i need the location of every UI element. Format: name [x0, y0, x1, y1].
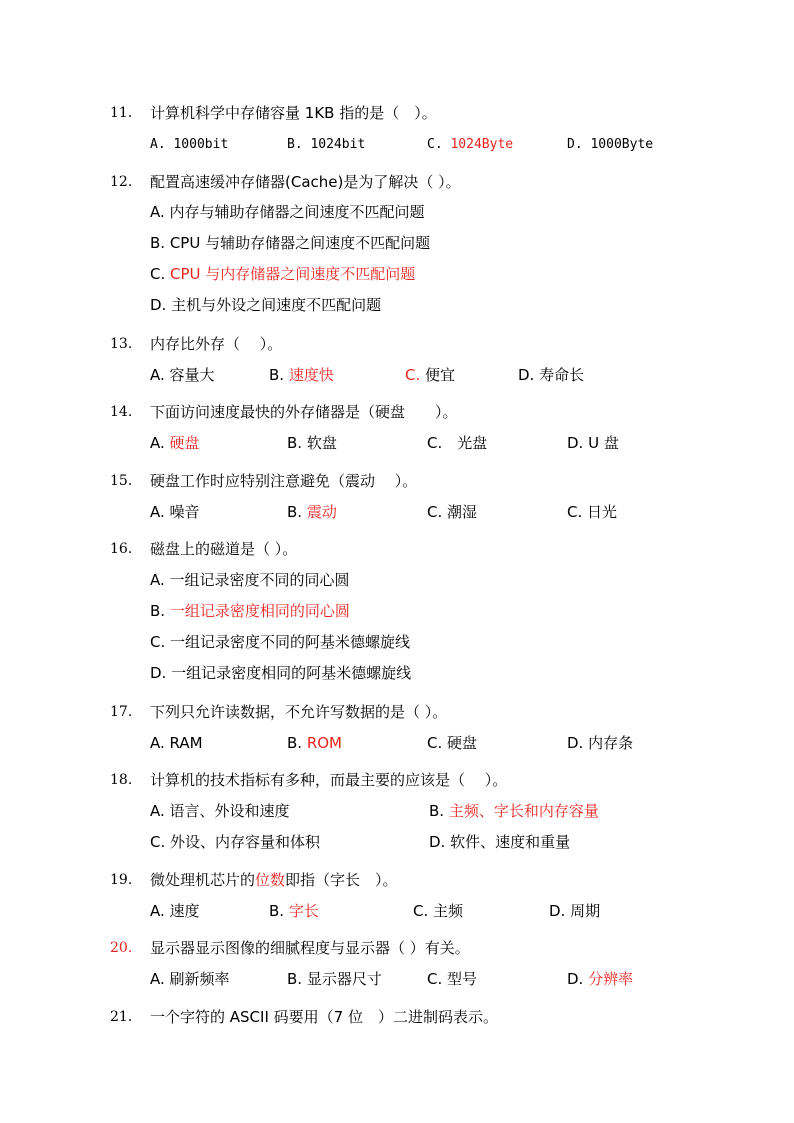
highlight-text: 位数 [255, 871, 286, 889]
option-d: D. 寿命长 [518, 366, 585, 384]
question-number: 13. [110, 336, 133, 352]
question-text-part: 微处理机芯片的 [150, 871, 256, 889]
option-b: B. CPU 与辅助存储器之间速度不匹配问题 [150, 234, 431, 252]
option-c [405, 365, 455, 385]
question-number: 12. [110, 174, 133, 190]
option-letter: B. [287, 503, 307, 521]
option-letter: B. [429, 802, 449, 820]
option-letter: B. [150, 602, 170, 620]
question-text: 磁盘上的磁道是（ ）。 [150, 540, 298, 558]
question-text: 下面访问速度最快的外存储器是（硬盘 ）。 [150, 403, 458, 421]
option-a: A. 刷新频率 [150, 970, 230, 988]
question-number: 14. [110, 404, 133, 420]
option-letter: D. [567, 970, 589, 988]
option-letter: B. [269, 902, 289, 920]
option-d: D. 软件、速度和重量 [429, 833, 571, 851]
answer-highlight: 震动 [306, 503, 337, 521]
option-a: A. 内存与辅助存储器之间速度不匹配问题 [150, 203, 425, 221]
option-b [429, 801, 599, 821]
option-b: B. 软盘 [287, 434, 337, 452]
question-text: 计算机的技术指标有多种，而最主要的应该是（ ）。 [150, 771, 508, 789]
option-c [150, 264, 415, 284]
answer-highlight: 速度快 [288, 366, 334, 384]
option-d: D. 主机与外设之间速度不匹配问题 [150, 296, 382, 314]
option-c: C. 光盘 [427, 434, 488, 452]
option-letter: C. [150, 265, 171, 283]
option-c: C. 硬盘 [427, 734, 478, 752]
answer-highlight: 分辨率 [588, 970, 634, 988]
option-a: A. 容量大 [150, 366, 215, 384]
option-a: A. 1000bit [150, 137, 229, 152]
question-number: 19. [110, 872, 133, 888]
option-a [150, 433, 200, 453]
question-number: 18. [110, 772, 133, 788]
option-b [150, 601, 350, 621]
answer-highlight: 字长 [288, 902, 319, 920]
option-letter: B. [269, 366, 289, 384]
option-d: D. 1000Byte [567, 137, 654, 152]
option-c: C. 主频 [413, 902, 464, 920]
question-number: 21. [110, 1009, 133, 1025]
question-number: 16. [110, 541, 133, 557]
option-b [287, 733, 342, 753]
question-number: 15. [110, 473, 133, 489]
option-text: 便宜 [420, 366, 456, 384]
question-text: 硬盘工作时应特别注意避免（震动 ）。 [150, 472, 418, 490]
question-text: 内存比外存（ ）。 [150, 335, 283, 353]
option-d: D. U 盘 [567, 434, 619, 452]
option-c: C. 潮湿 [427, 503, 478, 521]
question-number: 11. [110, 105, 133, 121]
answer-highlight: ROM [306, 734, 342, 752]
option-b [269, 901, 319, 921]
option-a: A. 语言、外设和速度 [150, 802, 290, 820]
answer-highlight: CPU 与内存储器之间速度不匹配问题 [170, 265, 416, 283]
option-letter: C. [405, 366, 421, 384]
option-b [287, 502, 337, 522]
option-c: C. 型号 [427, 970, 478, 988]
answer-highlight: 一组记录密度相同的同心圆 [169, 602, 350, 620]
option-b: B. 1024bit [287, 137, 366, 152]
question-text: 显示器显示图像的细腻程度与显示器（ ）有关。 [150, 939, 470, 957]
option-a: A. 一组记录密度不同的同心圆 [150, 571, 350, 589]
question-number: 20. [110, 940, 133, 956]
option-b: B. 显示器尺寸 [287, 970, 382, 988]
option-d: D. 周期 [549, 902, 601, 920]
answer-highlight: 1024Byte [450, 137, 514, 152]
question-text: 一个字符的 ASCII 码要用（7 位 ）二进制码表示。 [150, 1008, 498, 1026]
question-text: 计算机科学中存储容量 1KB 指的是（ ）。 [150, 104, 437, 122]
question-text: 配置高速缓冲存储器(Cache)是为了解决（ ）。 [150, 173, 461, 191]
option-c: C. 一组记录密度不同的阿基米德螺旋线 [150, 633, 411, 651]
option-d: D. 内存条 [567, 734, 634, 752]
option-a: A. RAM [150, 734, 203, 752]
option-d: D. 一组记录密度相同的阿基米德螺旋线 [150, 664, 412, 682]
option-b [269, 365, 334, 385]
answer-highlight: 硬盘 [169, 434, 200, 452]
question-text-part: 即指（字长 ）。 [285, 871, 398, 889]
question-text [150, 870, 398, 890]
answer-highlight: 主频、字长和内存容量 [448, 802, 599, 820]
option-d: C. 日光 [567, 503, 618, 521]
option-a: A. 噪音 [150, 503, 200, 521]
question-number: 17. [110, 704, 133, 720]
option-c: C. 外设、内存容量和体积 [150, 833, 321, 851]
option-d [567, 969, 633, 989]
option-a: A. 速度 [150, 902, 200, 920]
option-letter: C. [427, 137, 451, 152]
question-text: 下列只允许读数据，不允许写数据的是（ ）。 [150, 703, 448, 721]
option-letter: B. [287, 734, 307, 752]
option-letter: A. [150, 434, 170, 452]
option-c [427, 135, 513, 155]
